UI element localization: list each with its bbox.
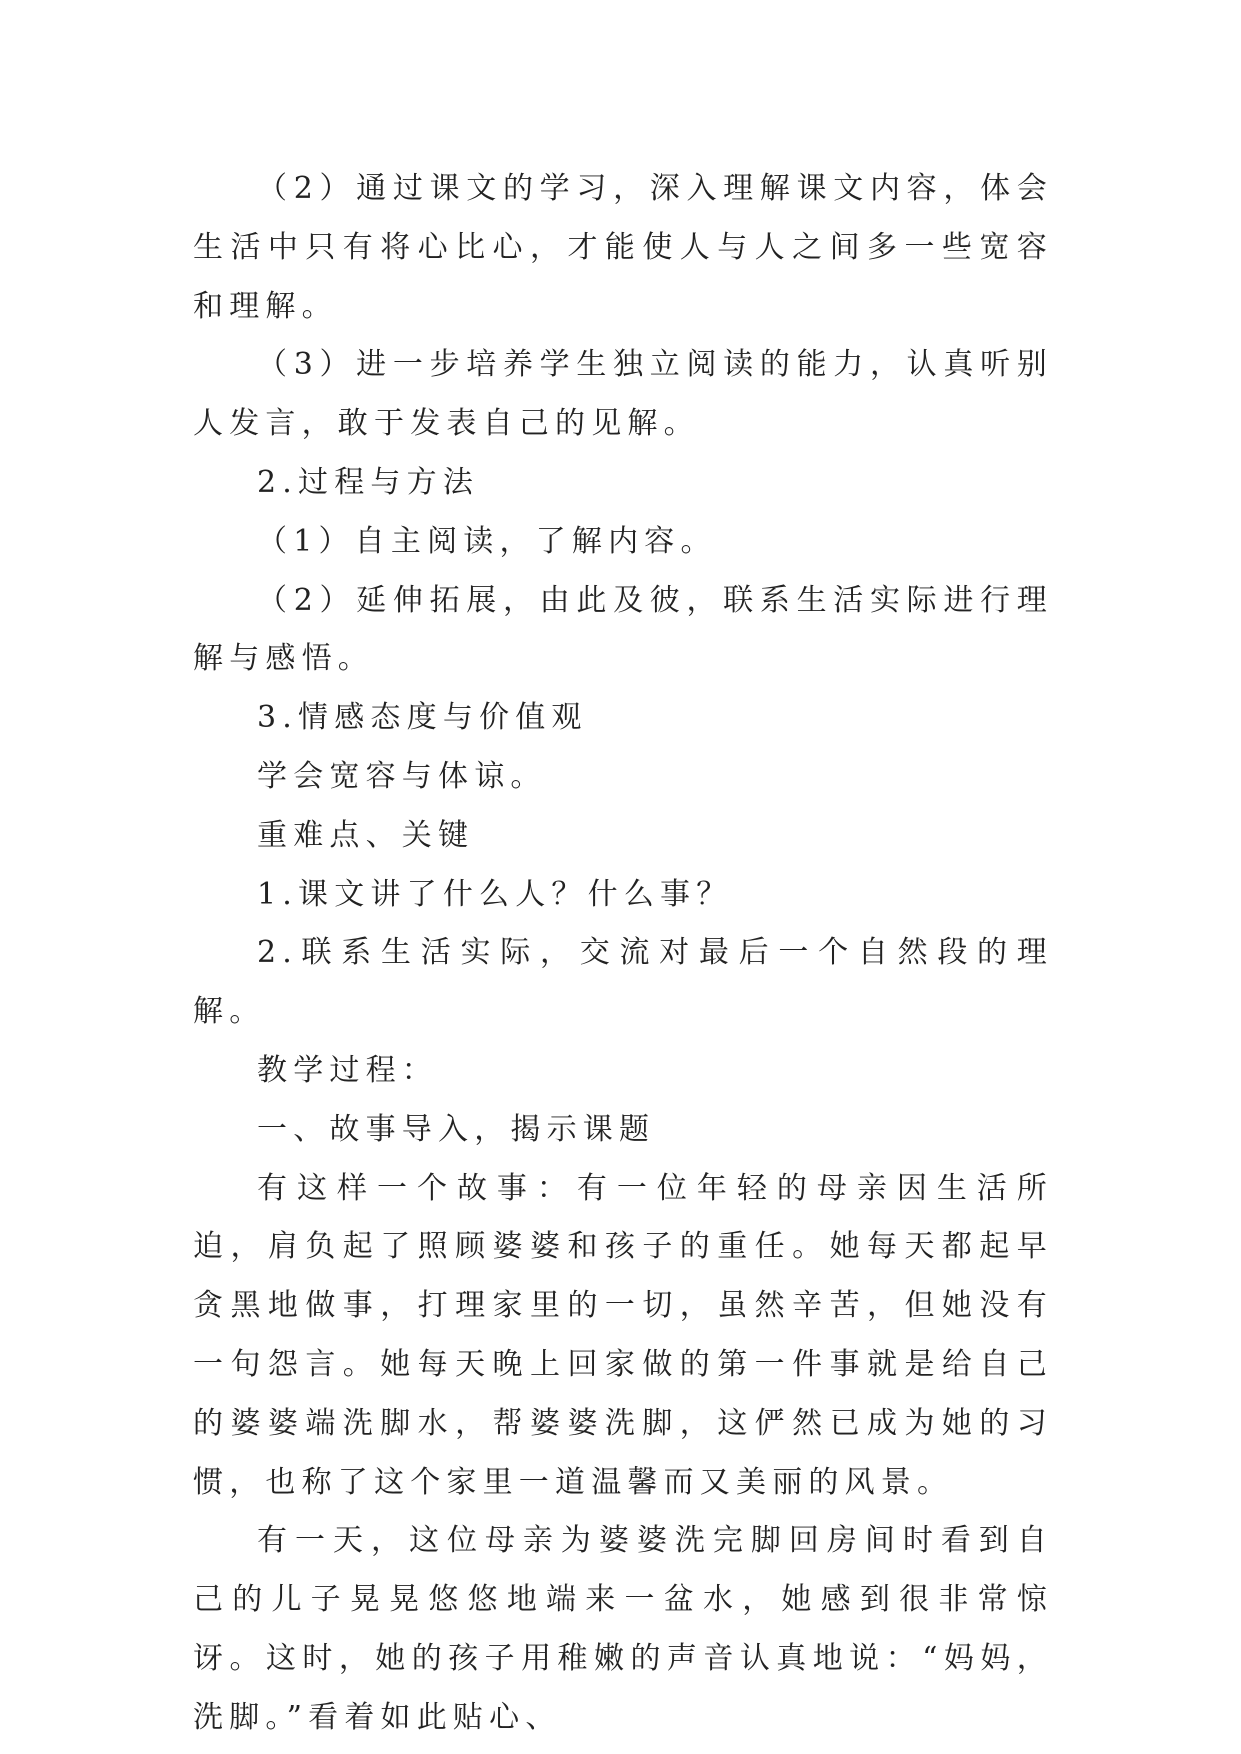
paragraph-key-point-1: 1.课文讲了什么人？什么事？ [257,876,733,912]
document-body [193,160,1053,1748]
paragraph-emotion-goal: 学会宽容与体谅。 [257,758,547,794]
heading-key-points: 重难点、关键 [257,817,475,853]
heading-teaching-process: 教学过程： [257,1052,438,1088]
paragraph-key-point-2: 2.联系生活实际，交流对最后一个自然段的理解。 [193,935,1053,1030]
heading-story-intro: 一、故事导入，揭示课题 [257,1111,656,1147]
paragraph-method-2: （2）延伸拓展，由此及彼，联系生活实际进行理解与感悟。 [193,582,1053,677]
paragraph-method-1: （1）自主阅读，了解内容。 [257,523,717,559]
heading-emotion-values: 3.情感态度与价值观 [257,700,588,736]
heading-process-and-method: 2.过程与方法 [257,464,480,500]
paragraph-objective-3: （3）进一步培养学生独立阅读的能力，认真听别人发言，敢于发表自己的见解。 [193,347,1053,442]
paragraph-story-1: 有这样一个故事：有一位年轻的母亲因生活所迫，肩负起了照顾婆婆和孩子的重任。她每天都起早贪黑地做事，打理家里的一切，虽然辛苦，但她没有一句怨言。她每天晚上回家做的第一件事就是给自己的婆婆端洗脚水，帮婆婆洗脚，这俨然已成为她的习惯，也称了这个家里一道温馨而又美丽的风景。 [193,1170,1053,1500]
paragraph-story-2: 有一天，这位母亲为婆婆洗完脚回房间时看到自己的儿子晃晃悠悠地端来一盆水，她感到很非常惊讶。这时，她的孩子用稚嫩的声音认真地说：“妈妈，洗脚。”看着如此贴心、 [193,1523,1053,1735]
paragraph-objective-2: （2）通过课文的学习，深入理解课文内容，体会生活中只有将心比心，才能使人与人之间多一些宽容和理解。 [193,171,1053,324]
